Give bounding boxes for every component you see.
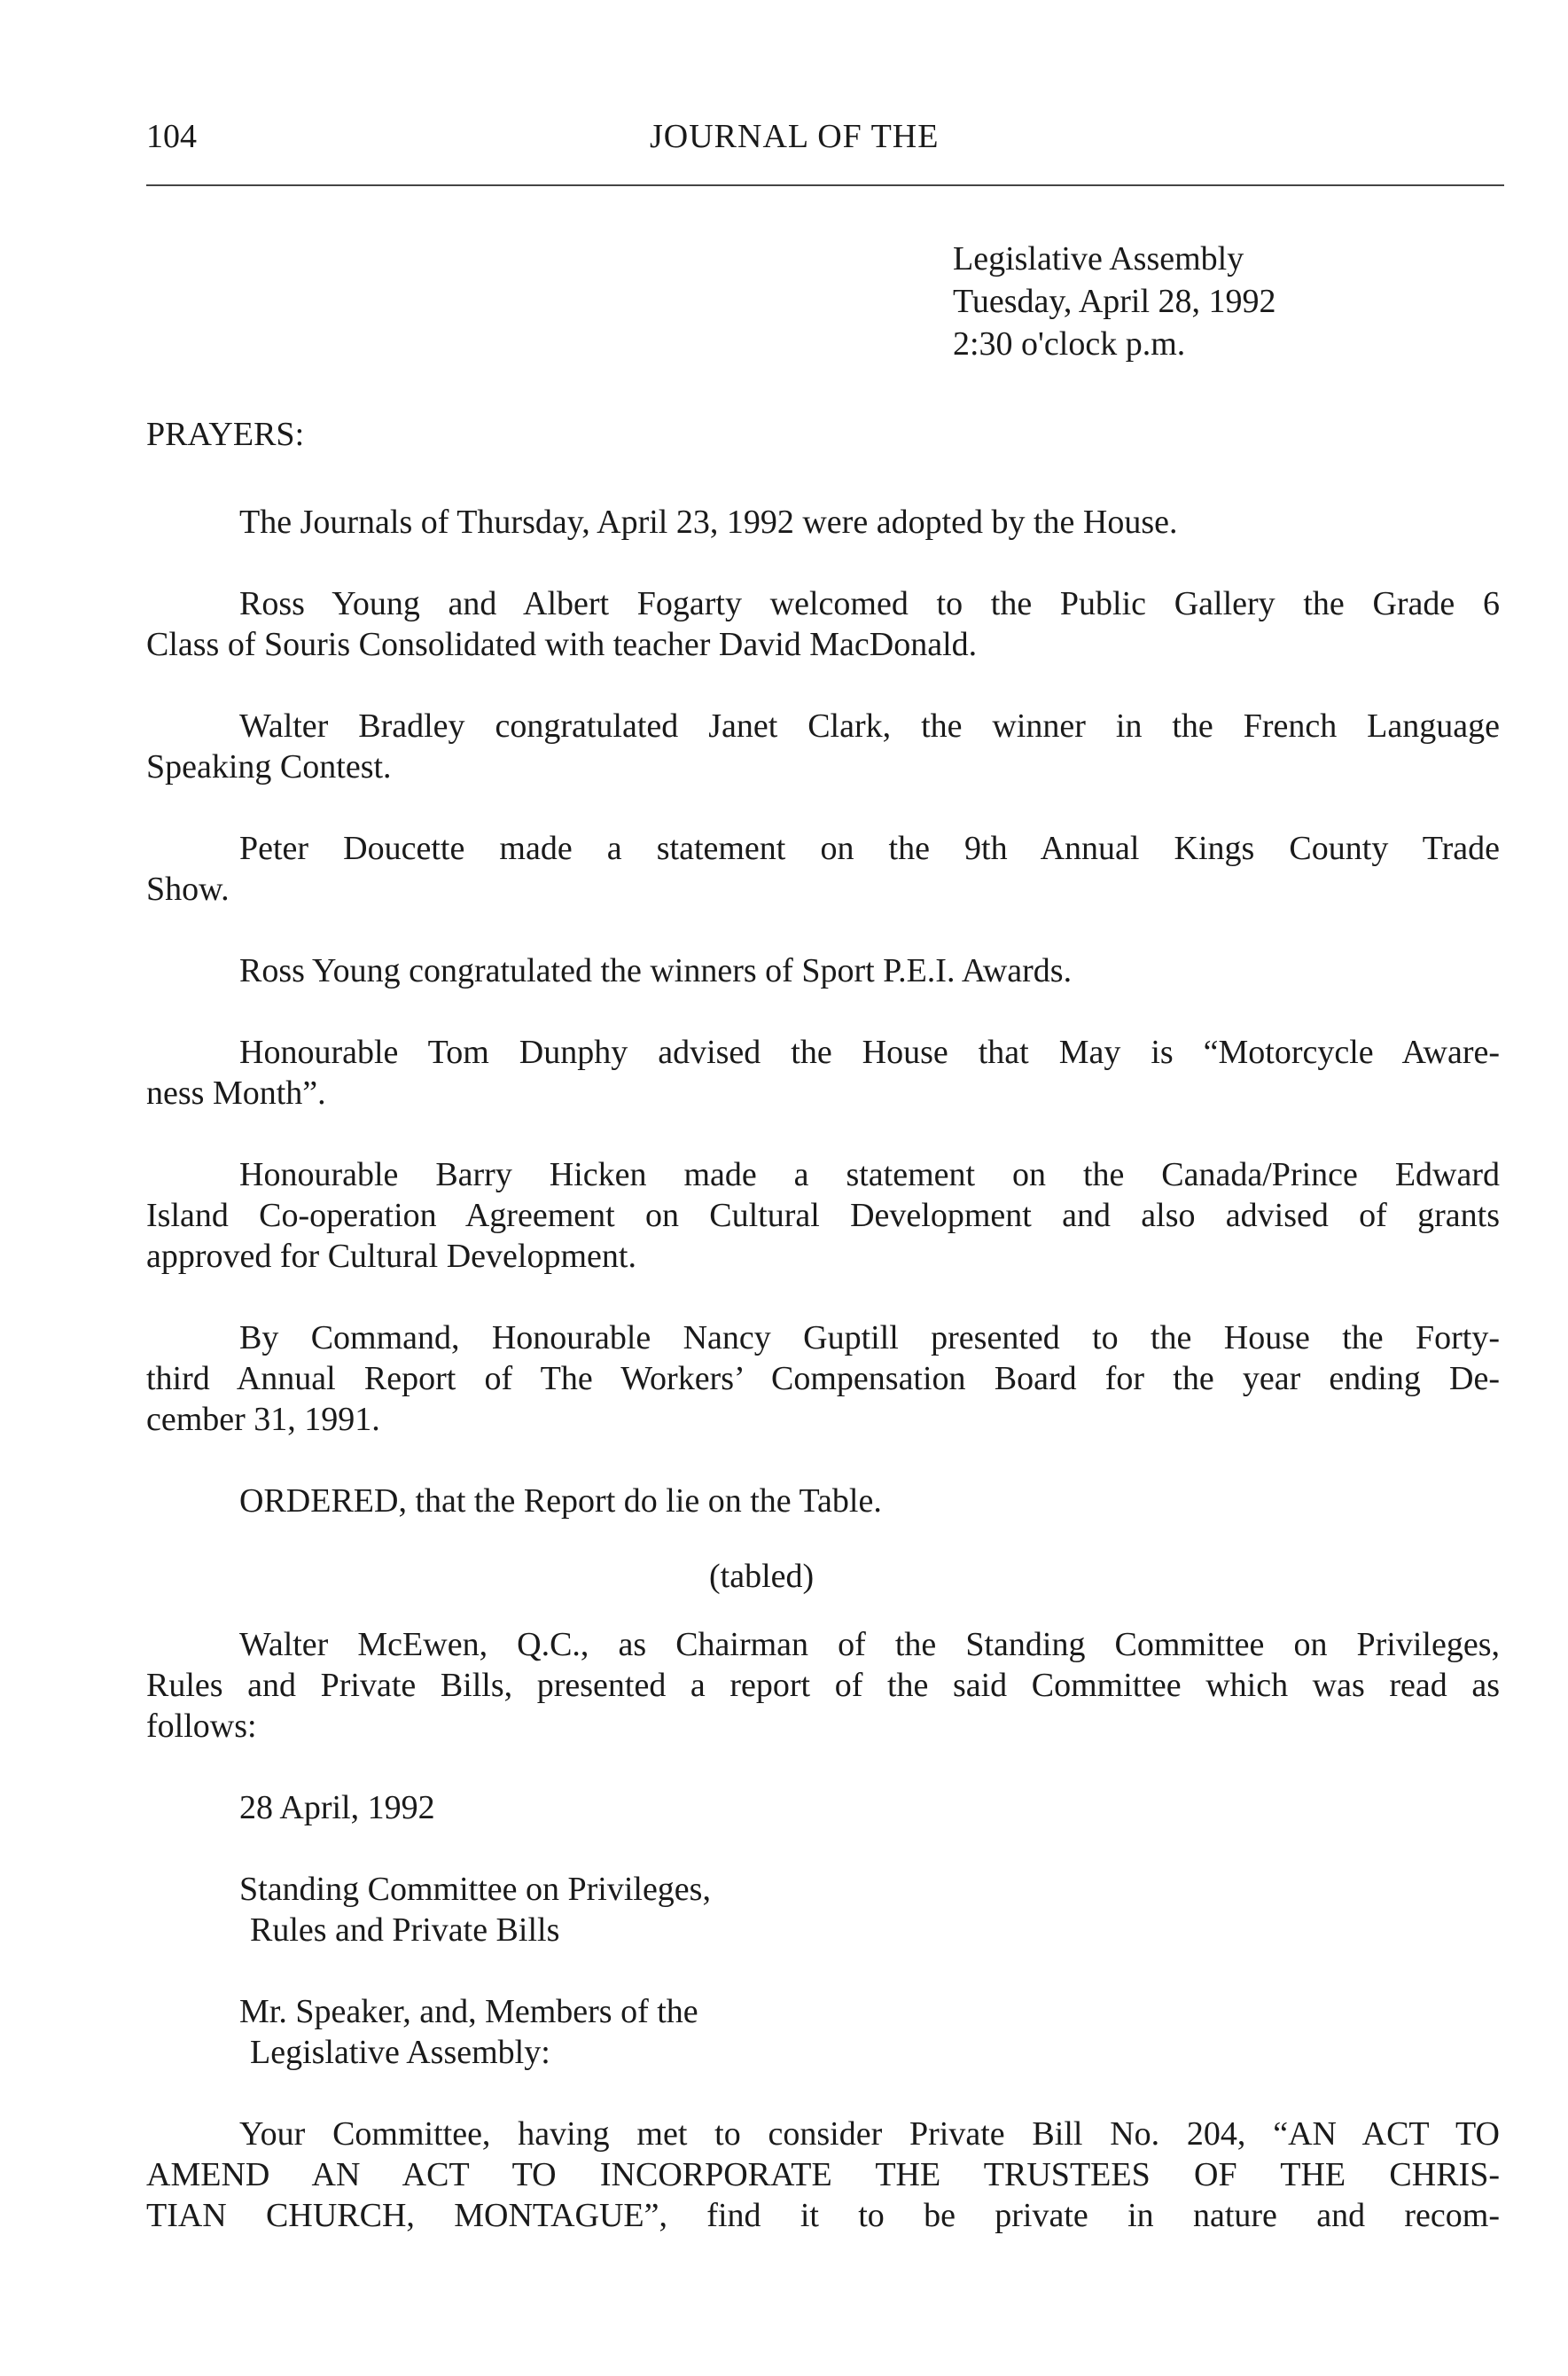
paragraph-line: third Annual Report of The Workers’ Compensation Board for the year ending De-	[146, 1360, 1500, 1397]
paragraph-line: TIAN CHURCH, MONTAGUE”, find it to be private in nature and recom-	[146, 2197, 1500, 2234]
paragraph-line: By Command, Honourable Nancy Guptill presented to the House the Forty-	[239, 1319, 1500, 1356]
report-committee-line: Standing Committee on Privileges,	[239, 1871, 711, 1908]
paragraph-line: Ross Young congratulated the winners of Sport P.E.I. Awards.	[239, 952, 1073, 989]
tabled-note: (tabled)	[709, 1558, 815, 1595]
paragraph-compensation-report	[146, 1317, 1500, 1440]
page-header	[146, 108, 1504, 190]
paragraph-cultural-agreement	[146, 1154, 1500, 1277]
paragraph-line: Rules and Private Bills, presented a report of the said Committee which was read as	[146, 1667, 1500, 1704]
paragraph-line: Honourable Barry Hicken made a statement on the Canada/Prince Edward	[239, 1156, 1500, 1193]
paragraph-motorcycle-month	[146, 1032, 1500, 1114]
paragraph-gallery-welcome	[146, 583, 1500, 665]
paragraph-line: Show.	[146, 871, 230, 908]
session-time: 2:30 o'clock p.m.	[953, 325, 1186, 363]
report-committee-line: Rules and Private Bills	[250, 1911, 560, 1949]
report-salutation-line: Mr. Speaker, and, Members of the	[239, 1993, 698, 2030]
page-number: 104	[146, 118, 197, 155]
paragraph-line: The Journals of Thursday, April 23, 1992 were adopted by the House.	[239, 504, 1178, 541]
paragraph-ordered	[146, 1481, 1500, 1521]
paragraph-line: Walter McEwen, Q.C., as Chairman of the Standing Committee on Privileges,	[239, 1626, 1500, 1663]
paragraph-line: Ross Young and Albert Fogarty welcomed to the Public Gallery the Grade 6	[239, 585, 1500, 622]
report-salutation	[239, 1991, 698, 2073]
report-salutation-line: Legislative Assembly:	[250, 2034, 550, 2071]
paragraph-line: Honourable Tom Dunphy advised the House that May is “Motorcycle Aware-	[239, 1034, 1500, 1071]
paragraph-journals-adopted	[146, 502, 1500, 543]
report-committee-name	[239, 1869, 711, 1950]
running-head: JOURNAL OF THE	[650, 118, 940, 155]
paragraph-line: cember 31, 1991.	[146, 1401, 380, 1438]
paragraph-line: ness Month”.	[146, 1075, 326, 1112]
paragraph-trade-show	[146, 828, 1500, 910]
paragraph-french-contest	[146, 706, 1500, 787]
report-date: 28 April, 1992	[239, 1789, 435, 1826]
paragraph-line: Walter Bradley congratulated Janet Clark, the winner in the French Language	[239, 707, 1500, 745]
paragraph-line: ORDERED, that the Report do lie on the Table.	[239, 1482, 882, 1520]
paragraph-line: Class of Souris Consolidated with teacher David MacDonald.	[146, 626, 978, 663]
header-rule	[146, 184, 1504, 186]
session-block	[953, 238, 1276, 365]
paragraph-line: Peter Doucette made a statement on the 9th Annual Kings County Trade	[239, 830, 1500, 867]
paragraph-line: follows:	[146, 1708, 257, 1745]
session-body: Legislative Assembly	[953, 240, 1244, 277]
prayers-heading: PRAYERS:	[146, 416, 305, 453]
paragraph-committee-report	[146, 1624, 1500, 1747]
session-date: Tuesday, April 28, 1992	[953, 283, 1276, 320]
report-body	[146, 2114, 1500, 2236]
paragraph-line: Your Committee, having met to consider Private Bill No. 204, “AN ACT TO	[239, 2115, 1500, 2153]
paragraph-sport-awards	[146, 950, 1500, 991]
paragraph-line: Island Co-operation Agreement on Cultural Development and also advised of grants	[146, 1197, 1500, 1234]
paragraph-line: approved for Cultural Development.	[146, 1238, 636, 1275]
paragraph-line: AMEND AN ACT TO INCORPORATE THE TRUSTEES OF THE CHRIS-	[146, 2156, 1500, 2193]
paragraph-line: Speaking Contest.	[146, 748, 392, 785]
